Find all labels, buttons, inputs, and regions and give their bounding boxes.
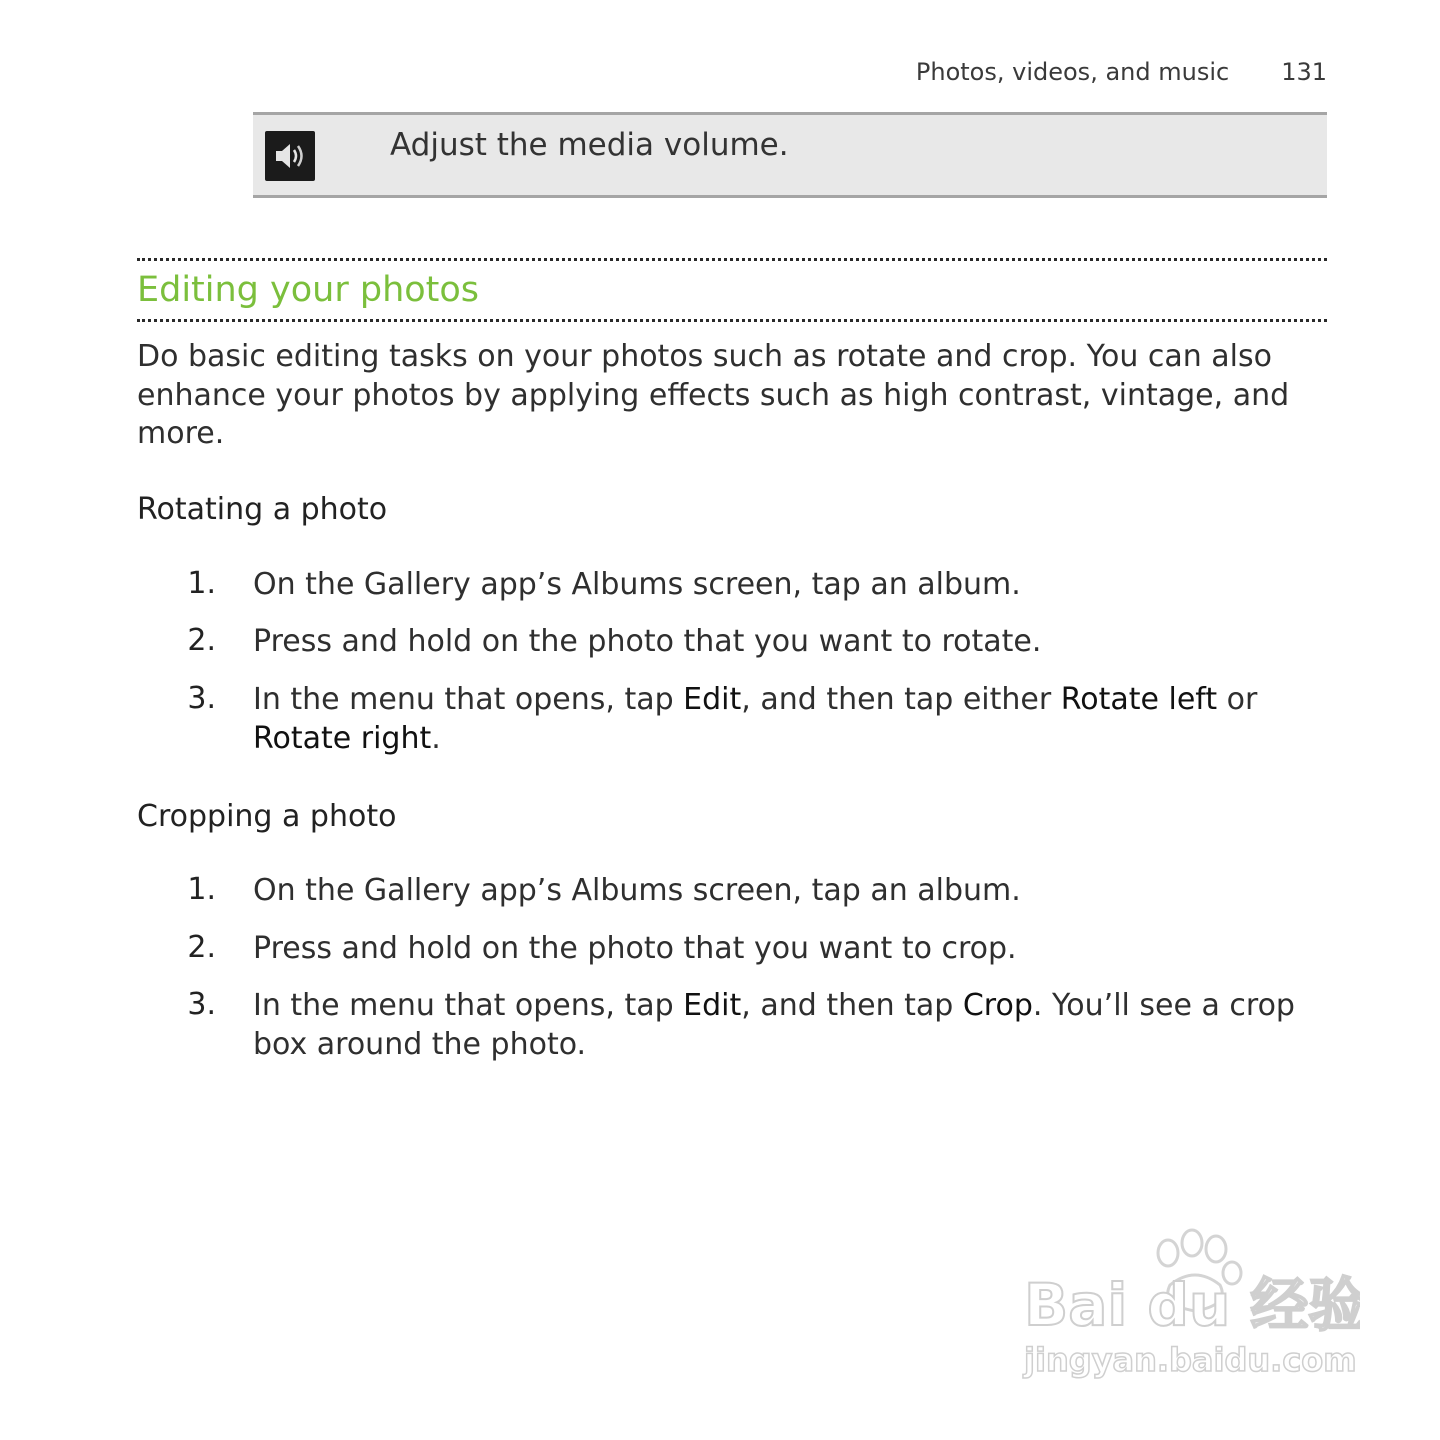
watermark-url: jingyan.baidu.com [1024,1341,1357,1379]
step-text: On the Gallery app’s Albums screen, tap an album. [253,873,1021,908]
edit-command: Edit [683,682,742,717]
tip-text: Adjust the media volume. [390,127,789,163]
baidu-paw-icon [1020,1225,1360,1385]
step-text-or: or [1217,682,1258,717]
step-text [253,987,1327,1064]
rotate-right-command: Rotate right [253,720,432,756]
rotate-left-command: Rotate left [1060,682,1218,717]
step-number: 3. [187,987,216,1022]
page-header [916,58,1327,86]
watermark-logo: Bai du 经验 [1024,1271,1360,1339]
step-text-pre: In the menu that opens, tap [253,988,684,1023]
page-number: 131 [1281,58,1327,86]
baidu-watermark [1020,1225,1360,1385]
section-title: Editing your photos [137,270,480,310]
section-intro: Do basic editing tasks on your photos such as rotate and crop. You can also enhance your photos by applying effects such as high contrast, vintage, and more. [137,339,1290,451]
step-text-mid: , and then tap either [741,682,1061,717]
volume-tip-row [253,112,1327,198]
step-text-mid: , and then tap [741,988,963,1023]
step-number: 1. [187,566,216,601]
step-text-end: . [431,720,441,756]
step-text-end: . You’ll see a crop box around the photo. [253,988,1295,1062]
step-number: 1. [187,872,216,907]
rotating-heading: Rotating a photo [137,492,388,527]
step-number: 3. [187,681,216,716]
crop-command: Crop [962,988,1033,1023]
header-section-title: Photos, videos, and music [915,58,1230,86]
step-text: Press and hold on the photo that you want to crop. [253,931,1017,966]
edit-command: Edit [683,988,742,1023]
section-heading [137,258,1327,322]
step-text [253,681,1327,758]
cropping-heading: Cropping a photo [137,799,397,834]
step-number: 2. [187,623,216,658]
volume-icon [265,131,315,181]
step-text-pre: In the menu that opens, tap [253,682,684,717]
step-number: 2. [187,930,216,965]
step-text: On the Gallery app’s Albums screen, tap an album. [253,567,1021,602]
step-text: Press and hold on the photo that you want to rotate. [253,624,1042,659]
